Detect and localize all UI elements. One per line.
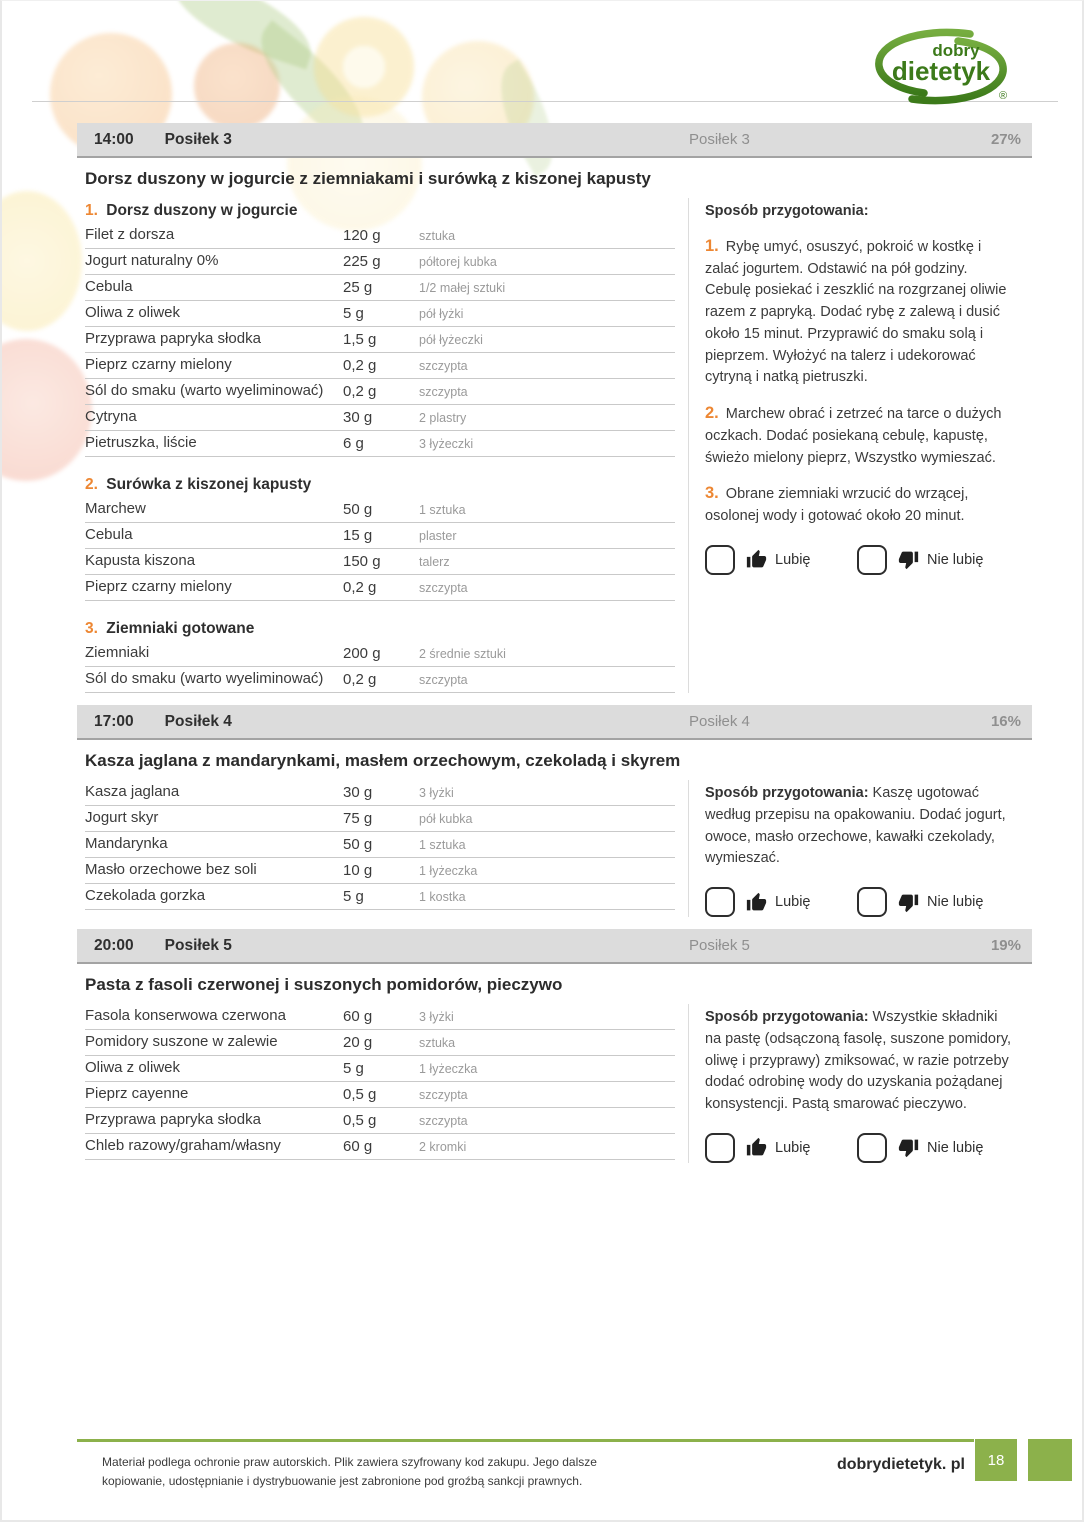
- step-text: Rybę umyć, osuszyć, pokroić w kostkę i zalać jogurtem. Odstawić na pół godziny. Cebulę posiekać i zeszklić na rozgrzanej oliwie razem z papryką. Dodać rybę z zalewą i dusić około 15 minut. Przyprawić do smaku solą i pieprzem. Wyłożyć na talerz i udekorować cytryną i natką pietruszki.: [705, 238, 1007, 386]
- ingredient-unit: 2 plastry: [419, 410, 467, 425]
- ingredient-name: Cytryna: [85, 408, 137, 426]
- group-number: 2.: [85, 476, 98, 493]
- ingredient-row: [85, 575, 675, 601]
- ingredient-amount: 0,2 g: [343, 579, 377, 596]
- meal-header-bar: [77, 705, 1032, 740]
- step-text: Marchew obrać i zetrzeć na tarce o dużych oczkach. Dodać posiekaną cebulę, kapustę, świeżo mielony pieprz, Wszystko wymieszać.: [705, 406, 1002, 466]
- lemon-photo: [2, 191, 82, 331]
- like-option: [705, 887, 857, 917]
- preparation-heading: [705, 1007, 1014, 1116]
- ingredient-amount: 25 g: [343, 279, 373, 296]
- ingredient-unit: 3 łyżki: [419, 785, 454, 800]
- ingredient-row: [85, 497, 675, 523]
- ingredient-group-heading: [85, 476, 675, 494]
- ingredient-name: Sól do smaku (warto wyeliminować): [85, 670, 324, 688]
- ingredient-row: [85, 832, 675, 858]
- dislike-checkbox[interactable]: [857, 545, 887, 575]
- ingredient-name: Chleb razowy/graham/własny: [85, 1137, 281, 1155]
- like-option: [705, 545, 857, 575]
- ingredient-name: Kasza jaglana: [85, 783, 180, 801]
- ingredient-amount: 0,5 g: [343, 1112, 377, 1129]
- ingredient-name: Jogurt skyr: [85, 809, 159, 827]
- ingredients-column: [85, 198, 675, 693]
- ingredient-row: [85, 1082, 675, 1108]
- ingredients-column: [85, 780, 675, 917]
- meal-time: 14:00: [94, 130, 134, 148]
- ingredient-row: [85, 223, 675, 249]
- meal-name: Posiłek 3: [164, 130, 232, 148]
- thumb-down-icon: [898, 892, 919, 913]
- ingredient-amount: 15 g: [343, 527, 373, 544]
- ingredient-name: Czekolada gorzka: [85, 887, 206, 905]
- ingredient-amount: 120 g: [343, 227, 381, 244]
- ingredient-row: [85, 379, 675, 405]
- ingredient-amount: 5 g: [343, 888, 364, 905]
- ingredient-row: [85, 523, 675, 549]
- ingredient-name: Oliwa z oliwek: [85, 304, 181, 322]
- ingredient-row: [85, 806, 675, 832]
- feedback-row: [705, 545, 1014, 575]
- group-title: Ziemniaki gotowane: [101, 620, 255, 637]
- ingredient-group: [85, 202, 675, 457]
- like-option: [705, 1133, 857, 1163]
- ingredient-name: Pietruszka, liście: [85, 434, 197, 452]
- meal-percent-badge: 16%: [990, 713, 1021, 730]
- ingredient-row: [85, 405, 675, 431]
- ingredient-name: Cebula: [85, 526, 133, 544]
- meal-time: 17:00: [94, 712, 134, 730]
- ingredient-row: [85, 301, 675, 327]
- ingredient-unit: 1/2 małej sztuki: [419, 280, 506, 295]
- ingredient-amount: 50 g: [343, 836, 373, 853]
- ingredient-unit: pół łyżki: [419, 306, 464, 321]
- like-label: Lubię: [775, 551, 811, 568]
- ingredient-unit: szczypta: [419, 580, 468, 595]
- ingredients-column: [85, 1004, 675, 1163]
- meal-section: [77, 123, 1032, 693]
- preparation-column: [688, 780, 1020, 917]
- ingredient-amount: 20 g: [343, 1034, 373, 1051]
- ingredient-name: Cebula: [85, 278, 133, 296]
- group-number: 3.: [85, 620, 98, 637]
- meal-percent-badge: 27%: [990, 131, 1021, 148]
- group-rows: [85, 497, 675, 601]
- footer-accent-block: [1028, 1439, 1072, 1481]
- ingredient-name: Fasola konserwowa czerwona: [85, 1007, 286, 1025]
- preparation-heading: [705, 783, 1014, 870]
- preparation-inline-text: Wszystkie składniki na pastę (odsączoną fasolę, suszone pomidory, oliwę i przyprawy) zmiksować, w razie potrzeby dodać odrobinę wody do uzyskania pożądanej konsystencji. Pastą smarować pieczywo.: [705, 1009, 1012, 1112]
- dislike-option: [857, 1133, 1009, 1163]
- group-title: Dorsz duszony w jogurcie: [101, 202, 298, 219]
- ingredient-row: [85, 884, 675, 910]
- group-rows: [85, 780, 675, 910]
- feedback-row: [705, 887, 1014, 917]
- group-rows: [85, 641, 675, 693]
- ingredient-row: [85, 667, 675, 693]
- registered-mark: ®: [999, 90, 1008, 102]
- ingredient-unit: pół łyżeczki: [419, 332, 483, 347]
- dislike-label: Nie lubię: [927, 1139, 984, 1156]
- preparation-step: [705, 234, 1014, 389]
- preparation-label: Sposób przygotowania:: [705, 1009, 869, 1025]
- meal-section: [77, 705, 1032, 917]
- step-number: 1.: [705, 236, 719, 255]
- ingredient-unit: sztuka: [419, 1035, 456, 1050]
- ingredient-amount: 150 g: [343, 553, 381, 570]
- ingredient-amount: 200 g: [343, 645, 381, 662]
- meal-percent-badge: 19%: [990, 937, 1021, 954]
- ingredient-row: [85, 641, 675, 667]
- brand-logo: [866, 27, 1016, 112]
- ingredient-unit: szczypta: [419, 1113, 468, 1128]
- thumb-down-icon: [898, 1137, 919, 1158]
- ingredient-unit: 3 łyżeczki: [419, 436, 474, 451]
- ingredient-row: [85, 1004, 675, 1030]
- ingredient-unit: sztuka: [419, 228, 456, 243]
- group-number: 1.: [85, 202, 98, 219]
- dish-title: Pasta z fasoli czerwonej i suszonych pomidorów, pieczywo: [85, 975, 563, 994]
- like-label: Lubię: [775, 1139, 811, 1156]
- meal-name: Posiłek 4: [164, 712, 232, 730]
- dish-title: Dorsz duszony w jogurcie z ziemniakami i surówką z kiszonej kapusty: [85, 169, 651, 188]
- group-rows: [85, 223, 675, 457]
- ingredient-name: Pieprz czarny mielony: [85, 356, 232, 374]
- ingredient-amount: 60 g: [343, 1008, 373, 1025]
- preparation-step: [705, 481, 1014, 528]
- ingredient-row: [85, 1108, 675, 1134]
- ingredient-amount: 30 g: [343, 409, 373, 426]
- ingredient-row: [85, 431, 675, 457]
- ingredient-name: Oliwa z oliwek: [85, 1059, 181, 1077]
- ingredient-unit: 2 kromki: [419, 1139, 467, 1154]
- ingredient-row: [85, 858, 675, 884]
- step-text: Obrane ziemniaki wrzucić do wrzącej, osolonej wody i gotować około 20 minut.: [705, 486, 969, 524]
- ingredient-unit: 3 łyżki: [419, 1009, 454, 1024]
- preparation-step: [705, 401, 1014, 469]
- logo-text-bottom: dietetyk: [891, 56, 991, 86]
- ingredient-group: [85, 620, 675, 693]
- ingredient-row: [85, 249, 675, 275]
- preparation-steps: [705, 234, 1014, 528]
- ingredient-unit: pół kubka: [419, 811, 473, 826]
- ingredient-amount: 0,2 g: [343, 357, 377, 374]
- ingredient-group: [85, 1004, 675, 1160]
- ingredient-amount: 5 g: [343, 1060, 364, 1077]
- dislike-label: Nie lubię: [927, 894, 984, 910]
- ingredient-name: Mandarynka: [85, 835, 168, 853]
- ingredient-group-heading: [85, 620, 675, 638]
- ingredient-group-heading: [85, 202, 675, 220]
- meal-name-secondary: Posiłek 5: [689, 937, 750, 954]
- ingredient-name: Filet z dorsza: [85, 226, 175, 244]
- ingredient-row: [85, 780, 675, 806]
- meal-name-secondary: Posiłek 3: [689, 131, 750, 148]
- ingredient-amount: 225 g: [343, 253, 381, 270]
- ingredient-amount: 6 g: [343, 435, 364, 452]
- ingredient-amount: 5 g: [343, 305, 364, 322]
- ingredient-unit: szczypta: [419, 1087, 468, 1102]
- preparation-label: Sposób przygotowania:: [705, 203, 869, 219]
- meal-section: [77, 929, 1032, 1163]
- step-number: 2.: [705, 404, 719, 422]
- thumb-up-icon: [746, 1137, 767, 1158]
- ingredient-row: [85, 1056, 675, 1082]
- dislike-option: [857, 887, 1009, 917]
- ingredient-unit: talerz: [419, 554, 450, 569]
- ingredient-name: Marchew: [85, 500, 146, 518]
- footer: [77, 1439, 1032, 1509]
- meal-body: [77, 1004, 1032, 1163]
- group-rows: [85, 1004, 675, 1160]
- ingredient-unit: 2 średnie sztuki: [419, 646, 506, 661]
- ingredient-name: Pomidory suszone w zalewie: [85, 1033, 278, 1051]
- ingredient-name: Ziemniaki: [85, 644, 150, 662]
- ingredient-unit: 1 łyżeczka: [419, 863, 478, 878]
- like-checkbox[interactable]: [705, 1133, 735, 1163]
- ingredient-row: [85, 1030, 675, 1056]
- ingredient-row: [85, 353, 675, 379]
- footer-accent-line: [77, 1439, 974, 1442]
- ingredient-name: Przyprawa papryka słodka: [85, 330, 261, 348]
- preparation-label: Sposób przygotowania:: [705, 785, 869, 801]
- meal-header-bar: [77, 929, 1032, 964]
- dislike-label: Nie lubię: [927, 551, 984, 568]
- copyright-text: Materiał podlega ochronie praw autorskich. Plik zawiera szyfrowany kod zakupu. Jego dalsze kopiowanie, udostępnianie i dystrybuowanie jest zabronione pod groźbą sankcji prawnych.: [102, 1455, 597, 1488]
- preparation-column: [688, 198, 1020, 693]
- ingredient-amount: 0,2 g: [343, 383, 377, 400]
- dish-title: Kasza jaglana z mandarynkami, masłem orzechowym, czekoladą i skyrem: [85, 751, 681, 770]
- step-number: 3.: [705, 484, 719, 503]
- meal-name: Posiłek 5: [164, 936, 232, 954]
- ingredient-group: [85, 476, 675, 601]
- ingredient-amount: 10 g: [343, 862, 373, 879]
- ingredient-amount: 60 g: [343, 1138, 373, 1155]
- ingredient-name: Przyprawa papryka słodka: [85, 1111, 261, 1129]
- ingredient-name: Masło orzechowe bez soli: [85, 861, 257, 879]
- meal-name-secondary: Posiłek 4: [689, 713, 750, 730]
- dislike-option: [857, 545, 1009, 575]
- page-number-badge: 18: [975, 1439, 1017, 1481]
- dislike-checkbox[interactable]: [857, 1133, 887, 1163]
- ingredient-unit: szczypta: [419, 358, 468, 373]
- like-checkbox[interactable]: [705, 545, 735, 575]
- meal-body: [77, 780, 1032, 917]
- thumb-down-icon: [898, 549, 919, 570]
- ingredient-name: Pieprz czarny mielony: [85, 578, 232, 596]
- like-checkbox[interactable]: [705, 887, 735, 917]
- ingredient-amount: 0,5 g: [343, 1086, 377, 1103]
- ingredient-name: Jogurt naturalny 0%: [85, 252, 219, 270]
- like-label: Lubię: [775, 894, 811, 910]
- logo-swoosh: [866, 27, 1016, 107]
- dislike-checkbox[interactable]: [857, 887, 887, 917]
- ingredient-row: [85, 549, 675, 575]
- meal-header-bar: [77, 123, 1032, 158]
- thumb-up-icon: [746, 549, 767, 570]
- site-name: dobrydietetyk. pl: [836, 1456, 965, 1473]
- ingredient-amount: 50 g: [343, 501, 373, 518]
- thumb-up-icon: [746, 892, 767, 913]
- ingredient-unit: półtorej kubka: [419, 254, 497, 269]
- ingredient-row: [85, 1134, 675, 1160]
- ingredient-amount: 0,2 g: [343, 671, 377, 688]
- group-title: Surówka z kiszonej kapusty: [101, 476, 312, 493]
- ingredient-unit: szczypta: [419, 384, 468, 399]
- ingredient-unit: 1 kostka: [419, 889, 466, 904]
- preparation-heading: [705, 201, 1014, 223]
- ingredient-unit: 1 łyżeczka: [419, 1061, 478, 1076]
- ingredient-amount: 30 g: [343, 784, 373, 801]
- ingredient-row: [85, 327, 675, 353]
- ingredient-unit: plaster: [419, 528, 457, 543]
- ingredient-amount: 75 g: [343, 810, 373, 827]
- ingredient-group: [85, 780, 675, 910]
- ingredient-row: [85, 275, 675, 301]
- ingredient-unit: 1 sztuka: [419, 837, 466, 852]
- ingredient-unit: 1 sztuka: [419, 502, 466, 517]
- preparation-column: [688, 1004, 1020, 1163]
- ingredient-name: Kapusta kiszona: [85, 552, 196, 570]
- ingredient-name: Pieprz cayenne: [85, 1085, 189, 1103]
- preparation-inline-text: Kaszę ugotować według przepisu na opakowaniu. Dodać jogurt, owoce, masło orzechowe, kawałki czekolady, wymieszać.: [705, 785, 1006, 867]
- logo-text-top: dobry: [932, 41, 980, 60]
- ingredient-name: Sól do smaku (warto wyeliminować): [85, 382, 324, 400]
- feedback-row: [705, 1133, 1014, 1163]
- ingredient-amount: 1,5 g: [343, 331, 377, 348]
- ingredient-unit: szczypta: [419, 672, 468, 687]
- meals-container: [77, 123, 1032, 1163]
- meal-body: [77, 198, 1032, 693]
- meal-time: 20:00: [94, 936, 134, 954]
